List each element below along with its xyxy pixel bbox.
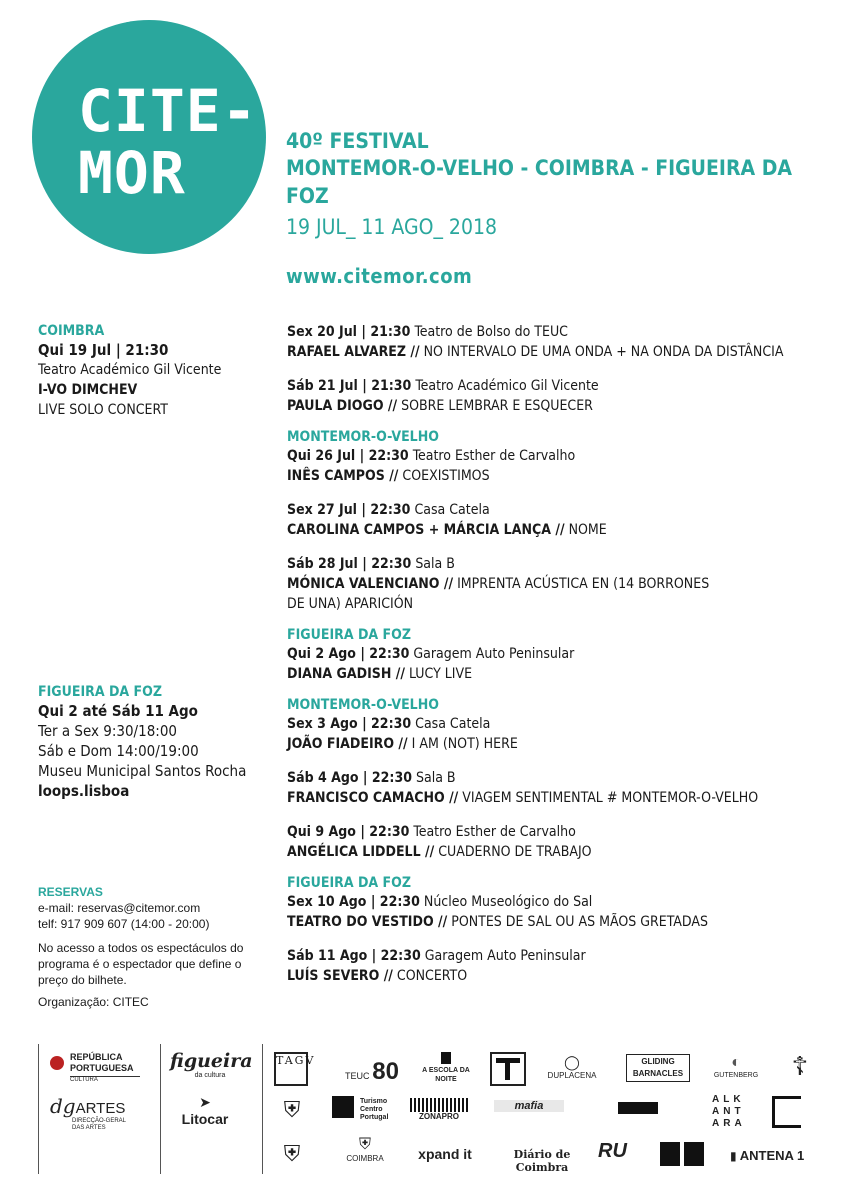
event-title: LIVE SOLO CONCERT <box>38 402 168 418</box>
event-artist: DIANA GADISH // <box>287 666 405 682</box>
events-list <box>287 322 817 1000</box>
mafia-label: mafia <box>514 1100 544 1112</box>
event-date: Qui 2 Ago | 22:30 <box>287 646 410 662</box>
exhibition-dates: Qui 2 até Sáb 11 Ago <box>38 702 198 720</box>
barcode-icon <box>410 1098 468 1112</box>
turismo-label: Turismo Centro Portugal <box>360 1098 389 1121</box>
reservas-phone: telf: 917 909 607 (14:00 - 20:00) <box>38 917 210 931</box>
event-item <box>287 322 817 362</box>
event-artist: LUÍS SEVERO // <box>287 968 393 984</box>
festival-dates: 19 JUL_ 11 AGO_ 2018 <box>286 215 498 239</box>
diario-coimbra-logo <box>500 1148 584 1174</box>
teuc-logo <box>332 1058 412 1086</box>
escola-da-noite-logo <box>420 1052 472 1084</box>
event-artist: JOÃO FIADEIRO // <box>287 736 408 752</box>
coat-of-arms-icon <box>50 1056 64 1070</box>
event-item <box>287 874 817 932</box>
event-venue: Casa Catela <box>414 502 490 518</box>
gliding-label: GLIDING BARNACLES <box>632 1057 684 1078</box>
teuc-label: TEUC <box>345 1071 370 1081</box>
duplacena-icon: ◯ <box>564 1054 580 1070</box>
event-title: IMPRENTA ACÚSTICA EN (14 BORRONES DE UNA) APARICIÓN <box>287 576 710 612</box>
dgartes-name: ARTES <box>75 1100 126 1117</box>
city-heading: FIGUEIRA DA FOZ <box>38 684 163 700</box>
litocar-label: Litocar <box>181 1111 229 1127</box>
reservas-block <box>38 884 268 1010</box>
event-item <box>287 428 817 486</box>
event-date: Sáb 11 Ago | 22:30 <box>287 948 421 964</box>
event-venue: Teatro Esther de Carvalho <box>413 824 576 840</box>
crest-icon: ⛨ <box>283 1097 301 1122</box>
event-artist: TEATRO DO VESTIDO // <box>287 914 448 930</box>
event-item <box>287 500 817 540</box>
crest-icon: ⛨ <box>358 1136 371 1153</box>
event-date: Sex 10 Ago | 22:30 <box>287 894 420 910</box>
block-shape <box>684 1142 704 1166</box>
event-date: Sáb 4 Ago | 22:30 <box>287 770 412 786</box>
dgartes-logo <box>50 1094 150 1132</box>
city-heading: FIGUEIRA DA FOZ <box>287 627 412 643</box>
event-title: SOBRE LEMBRAR E ESQUECER <box>401 398 593 414</box>
tagv-label: TAGV <box>276 1054 316 1067</box>
event-date: Qui 9 Ago | 22:30 <box>287 824 410 840</box>
geometric-logo <box>772 1096 801 1128</box>
event-date: Sex 3 Ago | 22:30 <box>287 716 412 732</box>
logo-text <box>78 77 258 207</box>
event-venue: Teatro Académico Gil Vicente <box>415 378 599 394</box>
exhibition-venue: Museu Municipal Santos Rocha <box>38 762 247 780</box>
event-date: Sex 27 Jul | 22:30 <box>287 502 411 518</box>
event-artist: ANGÉLICA LIDDELL // <box>287 844 435 860</box>
diario-label: Diário de Coimbra <box>513 1148 571 1174</box>
event-date: Sex 20 Jul | 21:30 <box>287 324 411 340</box>
event-title: NO INTERVALO DE UMA ONDA + NA ONDA DA DISTÂNCIA <box>423 344 784 360</box>
logo-bar <box>505 1058 510 1080</box>
coimbra-municipality-logo <box>340 1136 390 1163</box>
xpandit-logo <box>406 1146 484 1162</box>
event-date: Sáb 21 Jul | 21:30 <box>287 378 412 394</box>
figueira-cultura-logo <box>170 1050 253 1079</box>
figueira-sub: da cultura <box>194 1072 226 1079</box>
city-heading: COIMBRA <box>38 323 105 339</box>
gutenberg-icon: ◐ <box>731 1054 741 1071</box>
event-date: Sáb 28 Jul | 22:30 <box>287 556 412 572</box>
event-artist: CAROLINA CAMPOS + MÁRCIA LANÇA // <box>287 522 565 538</box>
cultura-label: CULTURA <box>70 1076 140 1083</box>
logo-line-2: MOR <box>78 139 186 207</box>
city-heading: MONTEMOR-O-VELHO <box>287 697 439 713</box>
festival-edition: 40º FESTIVAL <box>286 129 429 153</box>
gliding-barnacles-logo <box>626 1054 690 1082</box>
tagv-logo <box>274 1052 316 1086</box>
event-artist: PAULA DIOGO // <box>287 398 398 414</box>
republica-label: REPÚBLICA PORTUGUESA <box>70 1052 134 1073</box>
partner-logo <box>594 1102 690 1114</box>
gutenberg-logo <box>706 1054 766 1079</box>
antena-label: ANTENA 1 <box>739 1148 805 1163</box>
event-date: Qui 19 Jul | 21:30 <box>38 341 169 359</box>
festival-cities: MONTEMOR-O-VELHO - COIMBRA - FIGUEIRA DA FOZ <box>286 156 792 208</box>
gutenberg-label: GUTENBERG <box>713 1072 759 1079</box>
event-title: NOME <box>568 522 607 538</box>
signal-icon: ▮ <box>730 1149 737 1163</box>
event-date: Qui 26 Jul | 22:30 <box>287 448 409 464</box>
divider <box>160 1044 161 1174</box>
mafia-logo <box>494 1100 564 1112</box>
reservas-heading: RESERVAS <box>38 885 103 899</box>
exhibition-artist: loops.lisboa <box>38 782 130 800</box>
reservas-org: Organização: CITEC <box>38 995 149 1009</box>
event-item <box>287 946 817 986</box>
event-venue: Garagem Auto Peninsular <box>424 948 586 964</box>
event-artist: FRANCISCO CAMACHO // <box>287 790 459 806</box>
event-item <box>287 822 817 862</box>
event-venue: Teatro Académico Gil Vicente <box>38 362 222 378</box>
divider <box>262 1044 263 1174</box>
exhibition-hours-weekday: Ter a Sex 9:30/18:00 <box>38 722 177 740</box>
zonapro-label: ZONAPRO <box>419 1112 459 1121</box>
event-title: VIAGEM SENTIMENTAL # MONTEMOR-O-VELHO <box>462 790 759 806</box>
left-coimbra <box>38 322 268 420</box>
event-title: CONCERTO <box>396 968 468 984</box>
event-venue: Teatro de Bolso do TEUC <box>414 324 568 340</box>
partner-block-logo <box>660 1142 706 1166</box>
event-venue: Casa Catela <box>415 716 491 732</box>
event-artist: MÓNICA VALENCIANO // <box>287 576 454 592</box>
event-title: PONTES DE SAL OU AS MÃOS GRETADAS <box>451 914 708 930</box>
teuc-number: 80 <box>372 1058 399 1085</box>
coimbra-label: COIMBRA <box>346 1154 384 1163</box>
alkantara-logo <box>712 1094 752 1130</box>
duplacena-logo <box>540 1054 604 1080</box>
exhibition-hours-weekend: Sáb e Dom 14:00/19:00 <box>38 742 199 760</box>
saint-figure-logo: ☦ <box>791 1051 809 1081</box>
city-heading: FIGUEIRA DA FOZ <box>287 875 412 891</box>
festival-header <box>286 128 826 288</box>
tu-logo <box>490 1052 526 1086</box>
event-item <box>287 554 817 614</box>
block-shape <box>660 1142 680 1166</box>
city-heading: MONTEMOR-O-VELHO <box>287 429 439 445</box>
festival-url[interactable]: www.citemor.com <box>286 264 473 288</box>
event-artist: RAFAEL ALVAREZ // <box>287 344 420 360</box>
ruc-logo: RU <box>598 1140 627 1162</box>
partner-bar <box>618 1102 658 1114</box>
event-venue: Sala B <box>416 770 456 786</box>
zonapro-logo <box>410 1098 468 1121</box>
event-venue: Sala B <box>415 556 455 572</box>
event-item <box>287 696 817 754</box>
event-title: I AM (NOT) HERE <box>411 736 518 752</box>
alkantara-label: ALK ANT ARA <box>712 1094 746 1129</box>
dgartes-sub: DIRECÇÃO-GERAL DAS ARTES <box>72 1118 126 1131</box>
left-figueira <box>38 683 268 801</box>
antena1-logo <box>730 1148 816 1163</box>
event-venue: Teatro Esther de Carvalho <box>412 448 576 464</box>
xpandit-label: xpand it <box>418 1146 472 1162</box>
escola-label: A ESCOLA DA NOITE <box>422 1067 470 1083</box>
event-item <box>287 376 817 416</box>
divider <box>38 1044 39 1174</box>
reservas-email[interactable]: e-mail: reservas@citemor.com <box>38 901 201 915</box>
tower-icon <box>441 1052 451 1064</box>
event-venue: Garagem Auto Peninsular <box>413 646 575 662</box>
logo-line-1: CITE- <box>78 77 258 145</box>
dgartes-prefix: dg <box>50 1094 76 1118</box>
event-title: CUADERNO DE TRABAJO <box>438 844 592 860</box>
event-title: LUCY LIVE <box>408 666 473 682</box>
duplacena-label: DUPLACENA <box>547 1071 597 1080</box>
event-title: COEXISTIMOS <box>402 468 490 484</box>
event-item <box>287 626 817 684</box>
event-venue: Núcleo Museológico do Sal <box>423 894 593 910</box>
event-item <box>287 768 817 808</box>
event-artist: I-VO DIMCHEV <box>38 382 138 398</box>
event-artist: INÊS CAMPOS // <box>287 468 399 484</box>
figueira-label: figueira <box>170 1050 253 1072</box>
litocar-logo: ➤ Litocar <box>170 1094 240 1127</box>
reservas-note: No acesso a todos os espectáculos do programa é o espectador que define o preço do bilhete. <box>38 941 244 987</box>
crest-icon: ⛨ <box>283 1141 301 1166</box>
turismo-icon <box>332 1096 354 1118</box>
